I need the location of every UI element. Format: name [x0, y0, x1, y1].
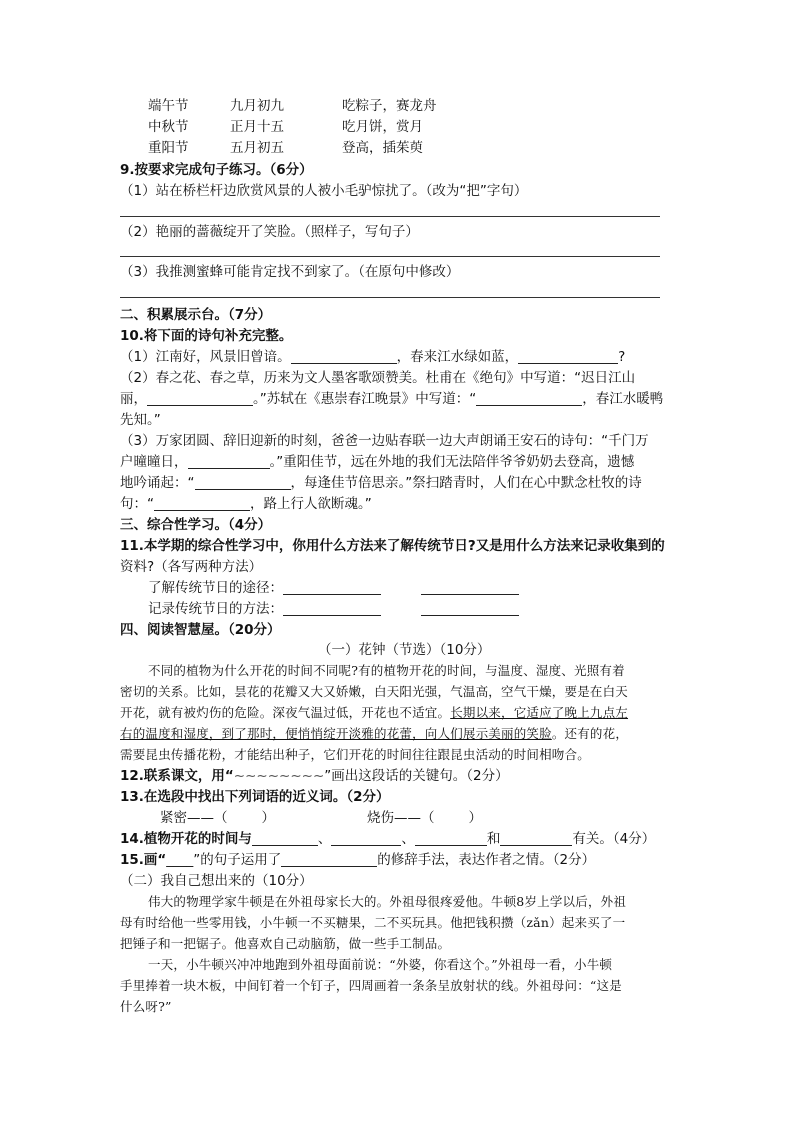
question-14 — [120, 829, 655, 849]
blank-field[interactable] — [518, 348, 618, 364]
wavy-line-mark: ~~~~~~~~ — [233, 768, 325, 784]
question-13-title — [120, 787, 390, 807]
question-15 — [120, 850, 595, 870]
question-10-title: 10.将下面的诗句补充完整。 — [120, 328, 293, 344]
question-text: 14.植物开花的时间与 — [120, 831, 252, 847]
poem-text: ，每逢佳节倍思亲。”祭扫踏青时，人们在心中默念杜牧的诗 — [290, 475, 642, 491]
poem-text: 。”苏轼在《惠崇春江晚景》中写道：“ — [253, 391, 477, 407]
blank-field[interactable] — [188, 453, 270, 469]
question-9-sentence-2: （2）艳丽的蔷薇绽开了笑脸。（照样子，写句子） — [120, 224, 419, 240]
festival-row — [148, 117, 423, 137]
passage-1-line — [120, 724, 628, 744]
passage-2-line: 把锤子和一把锯子。他喜欢自己动脑筋，做一些手工制品。 — [120, 936, 451, 951]
passage-2-line: 母有时给他一些零用钱，小牛顿一不买糖果，二不买玩具。他把钱积攒（zǎn）起来买了一 — [120, 915, 626, 930]
synonym-prompt: ） — [468, 810, 482, 826]
festival-date: 五月初五 — [230, 140, 284, 156]
poem-line-3c — [120, 473, 642, 493]
passage-1-line: 需要昆虫传播花粉，才能结出种子，它们开花的时间往往跟昆虫活动的时间相吻合。 — [120, 747, 590, 762]
blank-field[interactable] — [476, 390, 582, 406]
section-3-heading: 三、综合性学习。（4分） — [120, 517, 272, 533]
answer-line[interactable] — [120, 256, 660, 257]
question-11-text: 11.本学期的综合性学习中，你用什么方法来了解传统节日?又是用什么方法来记录收集到的 — [120, 538, 665, 554]
method-label: 了解传统节日的途径： — [148, 580, 283, 596]
festival-name: 中秋节 — [148, 119, 189, 135]
synonym-prompt: 烧伤——（ — [367, 810, 435, 826]
poem-line-2c: 先知。” — [120, 412, 161, 428]
poem-line-2b — [120, 389, 663, 409]
blank-field[interactable] — [291, 348, 397, 364]
blank-field[interactable] — [154, 495, 250, 511]
blank-field[interactable] — [421, 600, 519, 616]
blank-field[interactable] — [415, 830, 487, 846]
poem-text: 。”重阳佳节，远在外地的我们无法陪伴爷爷奶奶去登高，遗憾 — [269, 454, 635, 470]
method-label: 记录传统节日的方法： — [148, 601, 283, 617]
underlined-sentence: 右的温度和湿度，到了那时，便悄悄绽开淡雅的花蕾，向人们展示美丽的笑脸 — [120, 726, 552, 741]
question-11-line-2: 资料?（各写两种方法） — [120, 559, 263, 575]
question-text: 、 — [317, 831, 332, 847]
passage-text: 开花，就有被灼伤的危险。深夜气温过低，开花也不适宜。 — [120, 705, 451, 720]
answer-line[interactable] — [120, 297, 660, 298]
festival-date: 正月十五 — [230, 119, 284, 135]
passage-2-title: （二）我自己想出来的（10分） — [120, 873, 313, 889]
question-text: 和 — [486, 831, 501, 847]
passage-2-line: 一天，小牛顿兴冲冲地跑到外祖母面前说：“外婆，你看这个。”外祖母一看，小牛顿 — [148, 957, 613, 972]
section-4-heading: 四、阅读智慧屋。（20分） — [120, 622, 281, 638]
passage-2-line: 什么呀?” — [120, 999, 172, 1014]
passage-1-line: 密切的关系。比如，昙花的花瓣又大又娇嫩，白天阳光强，气温高，空气干燥，要是在白天 — [120, 684, 629, 699]
poem-line-2a: （2）春之花、春之草，历来为文人墨客歌颂赞美。杜甫在《绝句》中写道：“迟日江山 — [120, 370, 636, 386]
poem-line-3d — [120, 494, 372, 514]
question-text: 13.在选段中找出下列词语的近义词。（2分） — [120, 789, 390, 805]
question-text: ”画出这段话的关键句。（2分） — [324, 768, 509, 784]
poem-text: 丽， — [120, 391, 147, 407]
passage-2-line: 伟大的物理学家牛顿是在外祖母家长大的。外祖母很疼爱他。牛顿8岁上学以后，外祖 — [148, 894, 627, 909]
festival-row — [148, 96, 437, 116]
underlined-sentence: 长期以来，它适应了晚上九点左 — [450, 705, 629, 720]
question-11-line-1 — [120, 536, 665, 556]
poem-text: ，路上行人欲断魂。” — [250, 496, 372, 512]
question-9-title: 9.按要求完成句子练习。（6分） — [120, 162, 313, 178]
festival-name: 端午节 — [148, 98, 189, 114]
synonym-row — [160, 808, 482, 828]
answer-line[interactable] — [120, 216, 660, 217]
poem-text: 句：“ — [120, 496, 154, 512]
passage-text: 。还有的花， — [551, 726, 629, 741]
blank-field[interactable] — [331, 830, 401, 846]
question-text: 有关。（4分） — [572, 831, 656, 847]
method-row-2 — [148, 599, 519, 619]
poem-text: ? — [618, 349, 626, 365]
blank-field[interactable] — [283, 600, 381, 616]
question-9-sentence-3: （3）我推测蜜蜂可能肯定找不到家了。（在原句中修改） — [120, 264, 460, 280]
passage-1-line — [120, 703, 628, 723]
passage-1-line: 不同的植物为什么开花的时间不同呢?有的植物开花的时间，与温度、湿度、光照有着 — [148, 663, 625, 678]
blank-field[interactable] — [500, 830, 572, 846]
poem-text: （1）江南好，风景旧曾谙。 — [120, 349, 291, 365]
question-text: 的修辞手法，表达作者之情。（2分） — [377, 852, 596, 868]
passage-1-title: （一）花钟（节选）（10分） — [318, 642, 491, 658]
blank-field[interactable] — [147, 390, 253, 406]
synonym-prompt: ） — [261, 810, 275, 826]
festival-custom: 吃月饼，赏月 — [342, 119, 423, 135]
festival-date: 九月初九 — [230, 98, 284, 114]
poem-line-3a: （3）万家团圆、辞旧迎新的时刻，爸爸一边贴春联一边大声朗诵王安石的诗句：“千门万 — [120, 433, 649, 449]
blank-field[interactable] — [195, 474, 291, 490]
question-text: ”的句子运用了 — [193, 852, 282, 868]
blank-field[interactable] — [283, 579, 381, 595]
festival-row — [148, 138, 423, 158]
poem-text: ，春江水暖鸭 — [582, 391, 664, 407]
poem-text: 户曈曈日， — [120, 454, 188, 470]
question-text: 、 — [401, 831, 415, 847]
passage-2-line: 手里捧着一块木板，中间钉着一个钉子，四周画着一条条呈放射状的线。外祖母问：“这是 — [120, 978, 622, 993]
question-text: 12.联系课文，用“ — [120, 768, 234, 784]
method-row-1 — [148, 578, 519, 598]
festival-custom: 登高，插茱萸 — [342, 140, 423, 156]
festival-name: 重阳节 — [148, 140, 189, 156]
festival-custom: 吃粽子，赛龙舟 — [342, 98, 437, 114]
poem-line-1 — [120, 347, 625, 367]
underline-mark: ____ — [166, 852, 194, 868]
blank-field[interactable] — [281, 851, 377, 867]
blank-field[interactable] — [252, 830, 318, 846]
section-2-heading: 二、积累展示台。（7分） — [120, 307, 272, 323]
blank-field[interactable] — [421, 579, 519, 595]
synonym-prompt: 紧密——（ — [160, 810, 228, 826]
poem-line-3b — [120, 452, 634, 472]
question-text: 15.画“ — [120, 852, 167, 868]
poem-text: 地吟诵起：“ — [120, 475, 195, 491]
poem-text: ，春来江水绿如蓝， — [396, 349, 519, 365]
question-9-sentence-1: （1）站在桥栏杆边欣赏风景的人被小毛驴惊扰了。（改为“把”字句） — [120, 183, 528, 199]
question-12 — [120, 766, 509, 786]
